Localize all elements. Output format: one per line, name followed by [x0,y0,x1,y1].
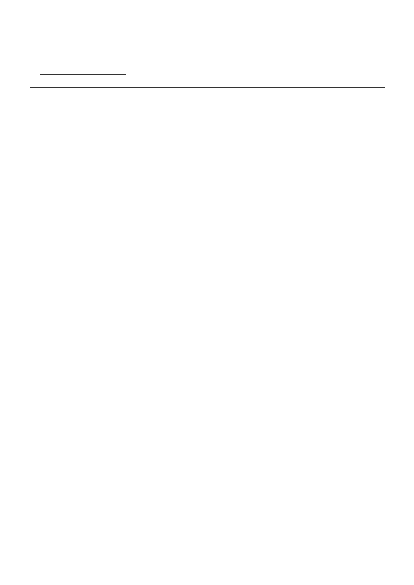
party-1-name-blank [30,79,385,88]
city-blank [40,66,126,75]
